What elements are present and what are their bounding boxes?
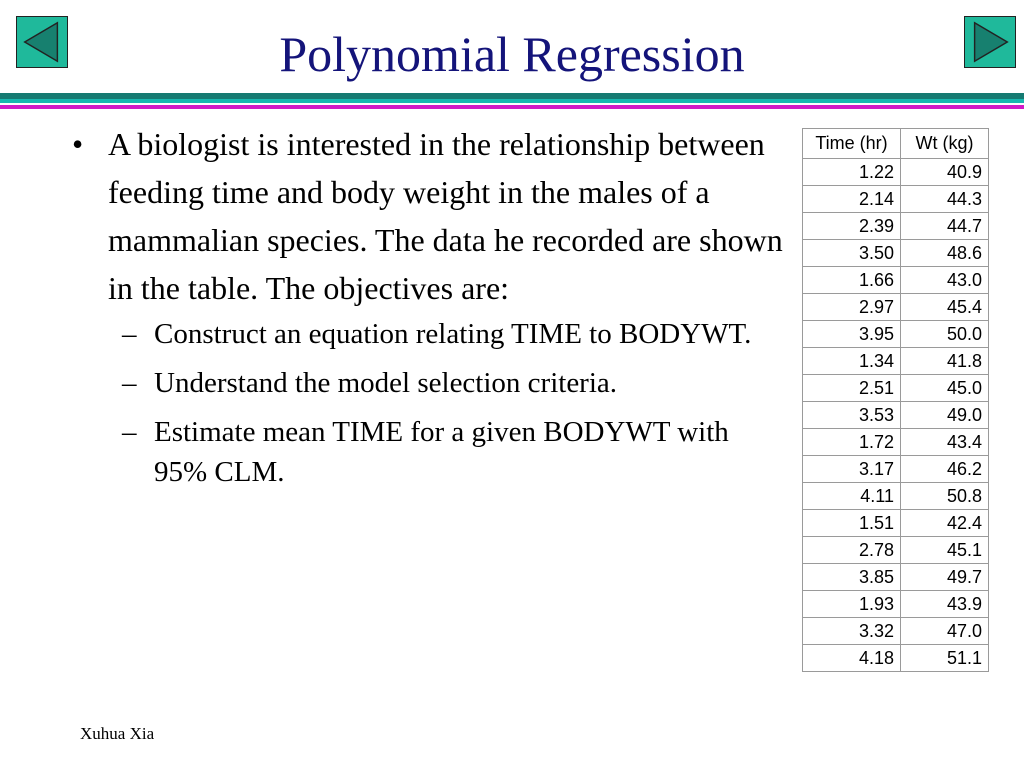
weight-cell: 40.9 <box>901 159 989 186</box>
weight-cell: 41.8 <box>901 348 989 375</box>
time-cell: 3.53 <box>803 402 901 429</box>
weight-cell: 50.0 <box>901 321 989 348</box>
table-row <box>803 240 989 267</box>
table-row <box>803 483 989 510</box>
column-header-time: Time (hr) <box>803 129 901 159</box>
weight-cell: 51.1 <box>901 645 989 672</box>
time-cell: 1.22 <box>803 159 901 186</box>
sub-bullet-text: Construct an equation relating TIME to BODYWT. <box>154 318 752 350</box>
table-row <box>803 267 989 294</box>
weight-cell: 49.0 <box>901 402 989 429</box>
table-row <box>803 618 989 645</box>
weight-cell: 49.7 <box>901 564 989 591</box>
weight-cell: 42.4 <box>901 510 989 537</box>
weight-cell: 47.0 <box>901 618 989 645</box>
weight-cell: 46.2 <box>901 456 989 483</box>
sub-bullet <box>72 412 787 492</box>
footer-author: Xuhua Xia <box>80 724 155 743</box>
triangle-right-icon <box>965 17 1015 67</box>
table-row <box>803 186 989 213</box>
time-cell: 2.14 <box>803 186 901 213</box>
column-header-weight: Wt (kg) <box>901 129 989 159</box>
weight-cell: 45.0 <box>901 375 989 402</box>
slide-title: Polynomial Regression <box>279 26 745 82</box>
weight-cell: 43.9 <box>901 591 989 618</box>
table-row <box>803 348 989 375</box>
table-header-row <box>803 129 989 159</box>
time-weight-table <box>802 128 989 672</box>
main-bullet-text: A biologist is interested in the relationship between feeding time and body weight in the males of a mammalian species. The data he recorded are shown in the table. The objectives are: <box>108 126 783 306</box>
weight-cell: 45.1 <box>901 537 989 564</box>
weight-cell: 50.8 <box>901 483 989 510</box>
sub-bullet <box>72 314 787 354</box>
table-row <box>803 159 989 186</box>
weight-cell: 44.7 <box>901 213 989 240</box>
table-row <box>803 645 989 672</box>
time-cell: 3.50 <box>803 240 901 267</box>
table-row <box>803 537 989 564</box>
slide-body <box>72 120 787 501</box>
weight-cell: 43.0 <box>901 267 989 294</box>
bullet-dot: • <box>72 126 84 162</box>
time-cell: 1.72 <box>803 429 901 456</box>
time-cell: 3.32 <box>803 618 901 645</box>
table-row <box>803 321 989 348</box>
time-cell: 2.97 <box>803 294 901 321</box>
sub-bullet <box>72 363 787 403</box>
next-slide-button[interactable] <box>964 16 1016 68</box>
weight-cell: 48.6 <box>901 240 989 267</box>
time-cell: 4.11 <box>803 483 901 510</box>
time-cell: 2.78 <box>803 537 901 564</box>
time-cell: 1.93 <box>803 591 901 618</box>
title-divider-magenta <box>0 105 1024 109</box>
time-cell: 2.51 <box>803 375 901 402</box>
table-row <box>803 429 989 456</box>
sub-bullet-dash: – <box>122 318 137 350</box>
sub-bullet-text: Estimate mean TIME for a given BODYWT with 95% CLM. <box>154 416 729 488</box>
table-row <box>803 564 989 591</box>
time-cell: 3.17 <box>803 456 901 483</box>
weight-cell: 44.3 <box>901 186 989 213</box>
table-row <box>803 375 989 402</box>
sub-bullet-list <box>72 314 787 492</box>
table-row <box>803 402 989 429</box>
main-bullet <box>72 120 787 312</box>
sub-bullet-dash: – <box>122 416 137 448</box>
table-row <box>803 456 989 483</box>
time-cell: 1.34 <box>803 348 901 375</box>
table-row <box>803 213 989 240</box>
time-cell: 4.18 <box>803 645 901 672</box>
weight-cell: 43.4 <box>901 429 989 456</box>
sub-bullet-dash: – <box>122 367 137 399</box>
time-cell: 2.39 <box>803 213 901 240</box>
time-cell: 1.66 <box>803 267 901 294</box>
time-cell: 1.51 <box>803 510 901 537</box>
sub-bullet-text: Understand the model selection criteria. <box>154 367 618 399</box>
table-row <box>803 510 989 537</box>
weight-cell: 45.4 <box>901 294 989 321</box>
table-row <box>803 591 989 618</box>
table-row <box>803 294 989 321</box>
time-cell: 3.85 <box>803 564 901 591</box>
time-cell: 3.95 <box>803 321 901 348</box>
